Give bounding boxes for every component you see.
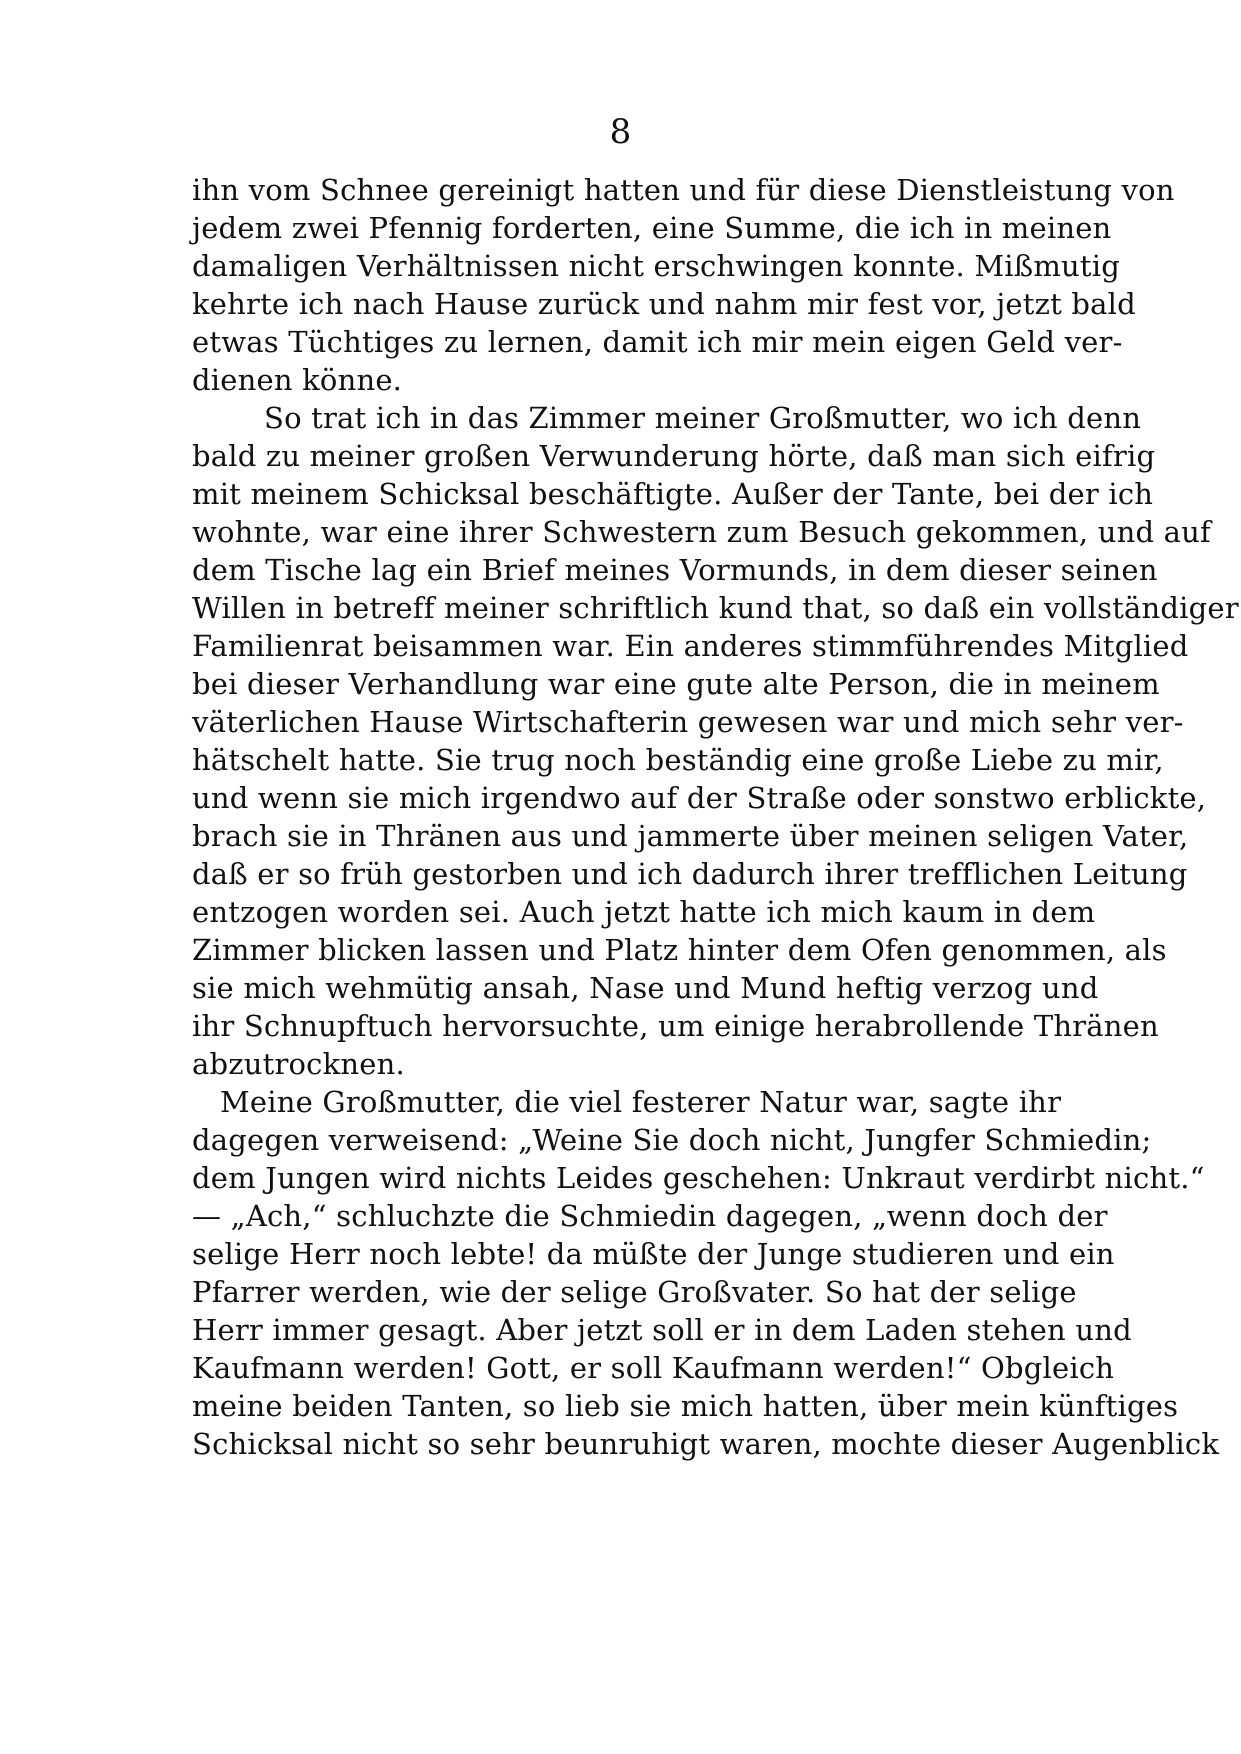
text-line: entzogen worden sei. Auch jetzt hatte ich mich kaum in dem: [192, 895, 1096, 929]
text-line: jedem zwei Pfennig forderten, eine Summe, die ich in meinen: [192, 211, 1112, 245]
text-line: und wenn sie mich irgendwo auf der Straße oder sonstwo erblickte,: [192, 781, 1207, 815]
paragraph-first-line: Meine Großmutter, die viel festerer Natur war, sagte ihr: [220, 1085, 1062, 1119]
text-line: wohnte, war eine ihrer Schwestern zum Besuch gekommen, und auf: [192, 515, 1211, 549]
paragraph-first-line: So trat ich in das Zimmer meiner Großmutter, wo ich denn: [264, 401, 1142, 435]
text-line: — „Ach,“ schluchzte die Schmiedin dagegen, „wenn doch der: [192, 1199, 1108, 1233]
text-line: dagegen verweisend: „Weine Sie doch nicht, Jungfer Schmiedin;: [192, 1123, 1152, 1157]
text-line: abzutrocknen.: [192, 1047, 405, 1081]
text-line: Kaufmann werden! Gott, er soll Kaufmann werden!“ Obgleich: [192, 1351, 1115, 1385]
text-line: hätschelt hatte. Sie trug noch beständig eine große Liebe zu mir,: [192, 743, 1164, 777]
text-line: dienen könne.: [192, 363, 403, 397]
text-line: daß er so früh gestorben und ich dadurch ihrer trefflichen Leitung: [192, 857, 1188, 891]
text-line: selige Herr noch lebte! da müßte der Junge studieren und ein: [192, 1237, 1115, 1271]
text-line: Zimmer blicken lassen und Platz hinter dem Ofen genommen, als: [192, 933, 1167, 967]
text-line: Pfarrer werden, wie der selige Großvater. So hat der selige: [192, 1275, 1077, 1309]
text-line: Familienrat beisammen war. Ein anderes stimmführendes Mitglied: [192, 629, 1189, 663]
text-line: Willen in betreff meiner schriftlich kund that, so daß ein vollständiger: [192, 591, 1239, 625]
text-line: ihr Schnupftuch hervorsuchte, um einige herabrollende Thränen: [192, 1009, 1159, 1043]
text-line: Herr immer gesagt. Aber jetzt soll er in dem Laden stehen und: [192, 1313, 1132, 1347]
text-line: ihn vom Schnee gereinigt hatten und für diese Dienstleistung von: [192, 173, 1175, 207]
text-line: sie mich wehmütig ansah, Nase und Mund heftig verzog und: [192, 971, 1099, 1005]
text-line: meine beiden Tanten, so lieb sie mich hatten, über mein künftiges: [192, 1389, 1179, 1423]
text-line: brach sie in Thränen aus und jammerte über meinen seligen Vater,: [192, 819, 1189, 853]
text-line: kehrte ich nach Hause zurück und nahm mir fest vor, jetzt bald: [192, 287, 1136, 321]
text-line: damaligen Verhältnissen nicht erschwingen konnte. Mißmutig: [192, 249, 1121, 283]
text-line: dem Jungen wird nichts Leides geschehen: Unkraut verdirbt nicht.“: [192, 1161, 1205, 1195]
text-line: bei dieser Verhandlung war eine gute alte Person, die in meinem: [192, 667, 1160, 701]
text-line: dem Tische lag ein Brief meines Vormunds, in dem dieser seinen: [192, 553, 1158, 587]
text-line: mit meinem Schicksal beschäftigte. Außer der Tante, bei der ich: [192, 477, 1154, 511]
page-number: 8: [609, 112, 632, 152]
text-line: väterlichen Hause Wirtschafterin gewesen war und mich sehr ver-: [192, 705, 1184, 739]
text-line: etwas Tüchtiges zu lernen, damit ich mir mein eigen Geld ver-: [192, 325, 1123, 359]
text-line: Schicksal nicht so sehr beunruhigt waren, mochte dieser Augenblick: [192, 1427, 1220, 1461]
text-line: bald zu meiner großen Verwunderung hörte, daß man sich eifrig: [192, 439, 1156, 473]
